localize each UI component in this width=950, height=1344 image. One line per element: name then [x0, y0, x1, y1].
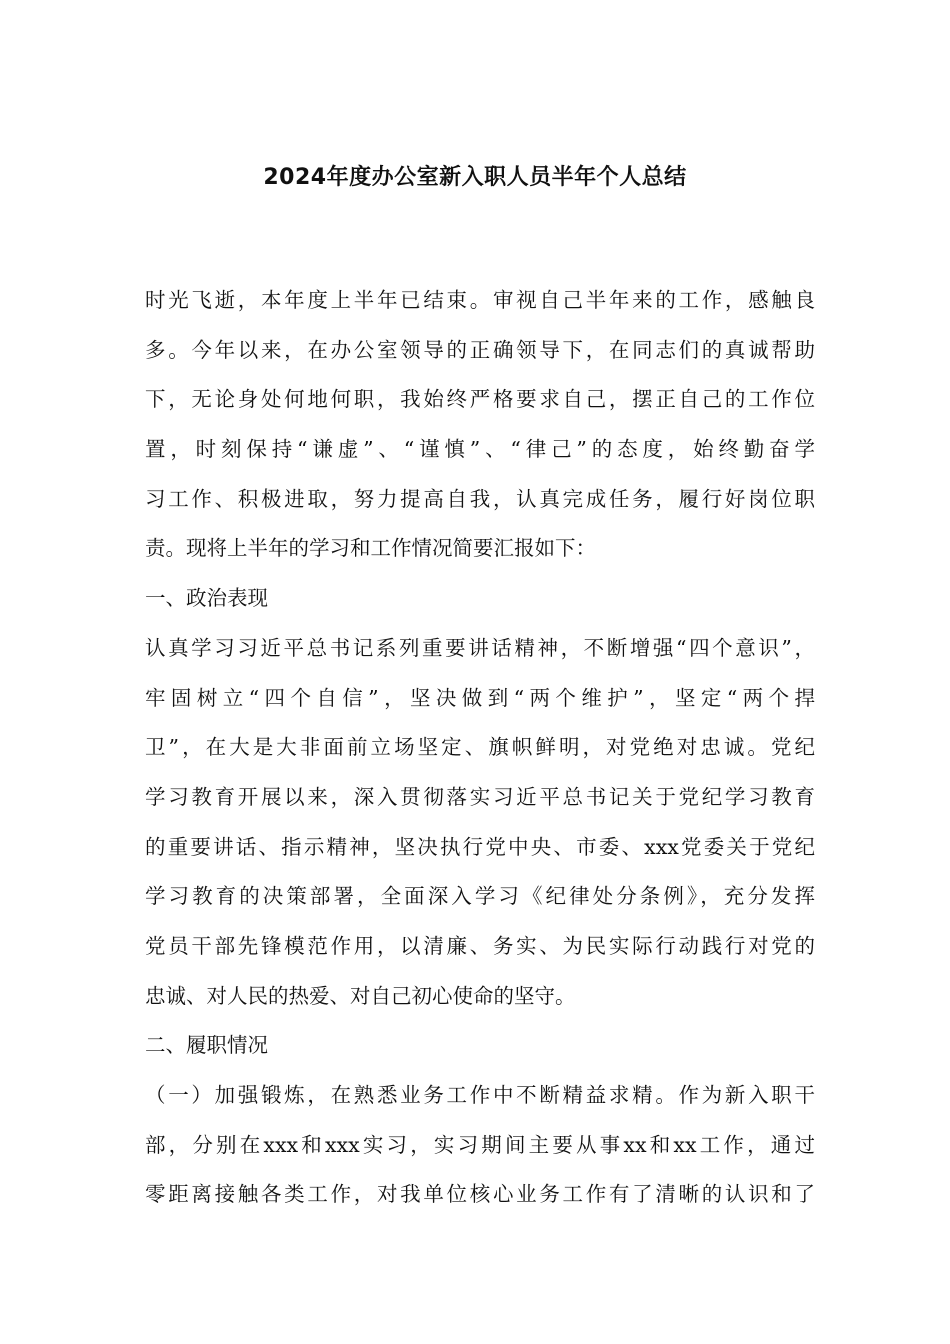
paragraph-line: 习工作、积极进取，努力提高自我，认真完成任务，履行好岗位职 [145, 486, 815, 511]
document-body [145, 280, 815, 1224]
paragraph-line: 忠诚、对人民的热爱、对自己初心使命的坚守。 [145, 983, 576, 1008]
section-heading: 一、政治表现 [145, 586, 268, 611]
paragraph-line: 部，分别在xxx和xxx实习，实习期间主要从事xx和xx工作，通过 [145, 1132, 815, 1157]
paragraph-line: 牢固树立“四个自信”，坚决做到“两个维护”，坚定“两个捍 [145, 685, 815, 710]
section-heading: 二、履职情况 [145, 1033, 268, 1058]
paragraph-line: 下，无论身处何地何职，我始终严格要求自己，摆正自己的工作位 [145, 387, 815, 412]
paragraph-line: 学习教育开展以来，深入贯彻落实习近平总书记关于党纪学习教育 [145, 784, 815, 809]
paragraph-line: 置，时刻保持“谦虚”、“谨慎”、“律己”的态度，始终勤奋学 [145, 437, 815, 462]
paragraph-line: 责。现将上半年的学习和工作情况简要汇报如下： [145, 536, 596, 561]
paragraph-line: 的重要讲话、指示精神，坚决执行党中央、市委、xxx党委关于党纪 [145, 834, 815, 859]
paragraph-line: 认真学习习近平总书记系列重要讲话精神，不断增强“四个意识”， [145, 635, 815, 660]
paragraph-line: 多。今年以来，在办公室领导的正确领导下，在同志们的真诚帮助 [145, 337, 815, 362]
paragraph-line: 零距离接触各类工作，对我单位核心业务工作有了清晰的认识和了 [145, 1182, 815, 1207]
paragraph-line: 学习教育的决策部署，全面深入学习《纪律处分条例》，充分发挥 [145, 884, 815, 909]
paragraph-line: 党员干部先锋模范作用，以清廉、务实、为民实际行动践行对党的 [145, 933, 815, 958]
paragraph-line: 卫”，在大是大非面前立场坚定、旗帜鲜明，对党绝对忠诚。党纪 [145, 735, 815, 760]
paragraph-line: （一）加强锻炼，在熟悉业务工作中不断精益求精。作为新入职干 [145, 1083, 815, 1107]
paragraph-line: 时光飞逝，本年度上半年已结束。审视自己半年来的工作，感触良 [145, 288, 815, 312]
document-title: 2024年度办公室新入职人员半年个人总结 [263, 165, 687, 190]
